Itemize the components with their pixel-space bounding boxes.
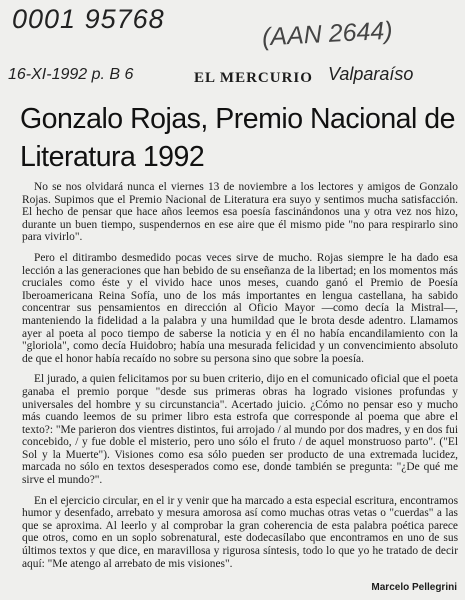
- newspaper-name: EL MERCURIO: [194, 70, 313, 86]
- article-paragraph: Pero el ditirambo desmedido pocas veces sirve de mucho. Rojas siempre le ha dado esa lección a las generaciones que han bebido de su enseñanza de la libertad; en los momentos más cruciales como éste y el vivido hace unos meses, cuando ganó el Premio de Poesía Iberoamericana Reina Sofía, uno de los más importantes en lengua castellana, ha sabido concentrar sus pensamientos en dirección al Oficio Mayor —como decía la Mistral—, manteniendo la fidelidad a la palabra y una humildad que le brota desde adentro. Llamamos ayer al poeta al poco tiempo de saberse la noticia y en él no había encandilamiento con la "gloriola", como decía Huidobro; había una mesurada felicidad y un convencimiento absoluto de que el honor había recaído no sobre su persona sino que sobre la poesía.: [22, 251, 458, 365]
- handwritten-date: 16-XI-1992 p. B 6: [8, 66, 134, 83]
- article-paragraph: En el ejercicio circular, en el ir y venir que ha marcado a esta especial escritura, encontramos humor y desenfado, arrebato y mesura amorosa así como muchas otras vetas o "cuerdas" a las que se aproxima. Al leerlo y al comprobar la gran coherencia de esta palabra poética parece que otros, como en un soplo sobrenatural, este dodecasílabo que encontramos en uno de sus últimos textos y que dice, en maravillosa y rigurosa síntesis, todo lo que yo he tratado de decir aquí: "Me atengo al arrebato de mis visiones".: [22, 494, 458, 570]
- article-body: [22, 181, 458, 578]
- archive-code: 0001 95768: [12, 4, 165, 34]
- article-paragraph: No se nos olvidará nunca el viernes 13 de noviembre a los lectores y amigos de Gonzalo Rojas. Supimos que el Premio Nacional de Literatura era suyo y sentimos mucha satisfacción. El hecho de pensar que hace años leemos esa poesía fascinándonos una y otra vez nos hizo, durante un buen tiempo, suspendernos en ese aire que él mismo pide "no para respirarlo sino para vivirlo".: [22, 181, 458, 244]
- catalog-code: (AAN 2644): [261, 16, 394, 52]
- city-name: Valparaíso: [328, 64, 414, 84]
- article-headline: Gonzalo Rojas, Premio Nacional de Literatura 1992: [20, 103, 455, 173]
- author-byline: Marcelo Pellegrini: [371, 582, 457, 593]
- article-paragraph: El jurado, a quien felicitamos por su buen criterio, dijo en el comunicado oficial que el poeta ganaba el premio porque "desde sus primeras obras ha logrado visiones profundas y universales del hombre y su circunstancia". Acertado juicio. ¿Cómo no pensar eso y mucho más cuando leemos de su primer libro esta estrofa que corresponde al poema que abre el texto?: "Me parieron dos vientres distintos, fui arrojado / al mundo por dos madres, y en dos fui concebido, / y fue doble el misterio, pero uno sólo el fruto / de aquel monstruoso parto". ("El Sol y la Muerte"). Visiones como esa sólo pueden ser producto de una extremada lucidez, marcada no sólo en textos desesperados como ese, donde también se pregunta: "¿De qué me sirve el mundo?".: [22, 373, 458, 487]
